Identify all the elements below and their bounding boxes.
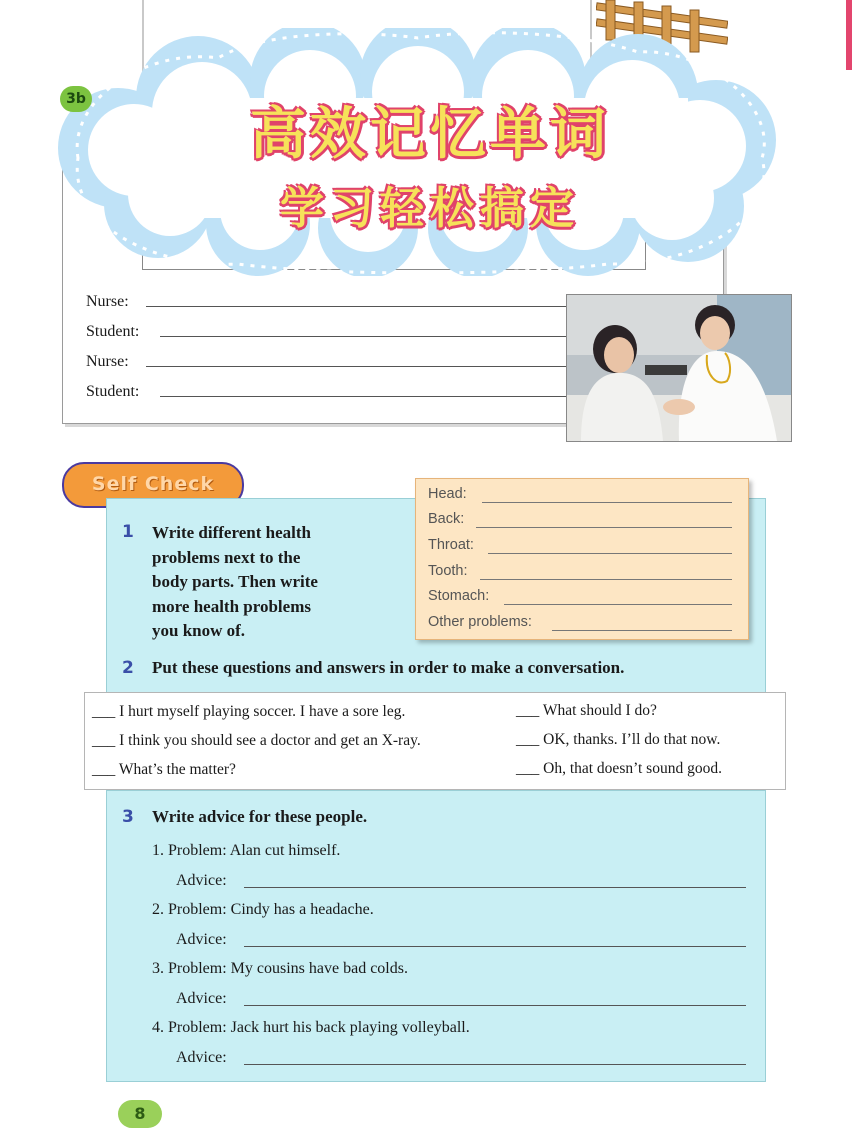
self-check-badge: Self Check xyxy=(62,462,244,508)
advice-answer-line-1[interactable] xyxy=(244,887,746,888)
body-part-answer-line[interactable] xyxy=(480,579,732,580)
exercise-3-instruction: Write advice for these people. xyxy=(152,807,368,826)
exercise-1-instruction xyxy=(152,521,402,644)
dialog-speaker: Nurse: xyxy=(86,353,129,370)
instruction-line: body parts. Then write xyxy=(152,572,318,591)
problem-1: 1. Problem: Alan cut himself. xyxy=(152,842,341,859)
exercise-3-number: 3 xyxy=(122,807,134,827)
section-badge: 3b xyxy=(60,86,92,112)
order-item-right-2 xyxy=(516,731,720,753)
order-sentence: What should I do? xyxy=(542,702,657,719)
body-part-answer-line[interactable] xyxy=(488,553,732,554)
instruction-line: you know of. xyxy=(152,621,246,640)
problem-2: 2. Problem: Cindy has a headache. xyxy=(152,901,374,918)
body-part-answer-line[interactable] xyxy=(476,527,732,528)
body-part-label: Tooth: xyxy=(428,563,468,579)
body-part-tooth xyxy=(428,563,468,583)
dialog-speaker: Nurse: xyxy=(86,293,129,310)
body-part-label: Stomach: xyxy=(428,588,490,604)
dialog-answer-line-3[interactable] xyxy=(146,366,566,367)
dialog-answer-line-1[interactable] xyxy=(146,306,566,307)
order-sentence: Oh, that doesn’t sound good. xyxy=(543,760,722,777)
body-part-other xyxy=(428,614,532,634)
cloud-title-line-1: 高效记忆单词 xyxy=(250,102,610,167)
order-blank[interactable]: ___ xyxy=(92,703,116,720)
body-part-head xyxy=(428,486,467,506)
dialog-line-4 xyxy=(86,377,139,401)
order-item-right-3 xyxy=(516,760,722,782)
advice-answer-line-2[interactable] xyxy=(244,946,746,947)
advice-label-1: Advice: xyxy=(176,872,227,889)
dialog-line-1 xyxy=(86,287,129,311)
order-item-right-1 xyxy=(516,702,657,724)
exercise-1-number: 1 xyxy=(122,522,134,542)
instruction-line: problems next to the xyxy=(152,547,301,567)
problem-3: 3. Problem: My cousins have bad colds. xyxy=(152,960,408,977)
order-blank[interactable]: ___ xyxy=(516,702,540,719)
body-part-stomach xyxy=(428,588,489,608)
page-number: 8 xyxy=(118,1100,162,1128)
body-part-answer-line[interactable] xyxy=(482,502,732,503)
nurse-student-photo xyxy=(566,294,792,442)
body-part-answer-line[interactable] xyxy=(504,604,732,605)
order-item-left-2 xyxy=(92,732,421,754)
exercise-2-number: 2 xyxy=(122,658,134,678)
problem-4: 4. Problem: Jack hurt his back playing volleyball. xyxy=(152,1019,470,1036)
dialog-answer-line-2[interactable] xyxy=(160,336,566,337)
instruction-line: Write different health xyxy=(152,523,311,542)
order-blank[interactable]: ___ xyxy=(92,761,116,778)
order-sentence: OK, thanks. I’ll do that now. xyxy=(543,731,721,748)
order-sentence: I hurt myself playing soccer. I have a sore leg. xyxy=(119,703,406,720)
order-sentence: What’s the matter? xyxy=(118,761,236,778)
body-part-throat xyxy=(428,537,474,557)
body-part-label: Throat: xyxy=(428,537,474,553)
advice-answer-line-3[interactable] xyxy=(244,1005,746,1006)
dialog-line-3 xyxy=(86,347,129,371)
advice-answer-line-4[interactable] xyxy=(244,1064,746,1065)
order-blank[interactable]: ___ xyxy=(92,732,116,749)
order-item-left-3 xyxy=(92,761,236,783)
dialog-answer-line-4[interactable] xyxy=(160,396,566,397)
order-blank[interactable]: ___ xyxy=(516,760,540,777)
dialog-speaker: Student: xyxy=(86,383,140,400)
body-part-label: Other problems: xyxy=(428,614,532,630)
body-part-label: Back: xyxy=(428,511,465,527)
order-sentence: I think you should see a doctor and get an X-ray. xyxy=(119,732,421,749)
page-edge-stripe xyxy=(846,0,852,70)
dialog-speaker: Student: xyxy=(86,323,140,340)
exercise-2-instruction: Put these questions and answers in order to make a conversation. xyxy=(152,658,625,677)
instruction-line: more health problems xyxy=(152,596,311,616)
body-part-answer-line[interactable] xyxy=(552,630,732,631)
order-blank[interactable]: ___ xyxy=(516,731,540,748)
advice-label-2: Advice: xyxy=(176,931,227,948)
advice-label-4: Advice: xyxy=(176,1049,227,1066)
advice-label-3: Advice: xyxy=(176,990,227,1007)
body-part-back xyxy=(428,511,464,531)
body-part-label: Head: xyxy=(428,486,467,502)
cloud-title-line-2: 学习轻松搞定 xyxy=(280,183,580,234)
dialog-line-2 xyxy=(86,317,139,341)
order-item-left-1 xyxy=(92,703,405,725)
